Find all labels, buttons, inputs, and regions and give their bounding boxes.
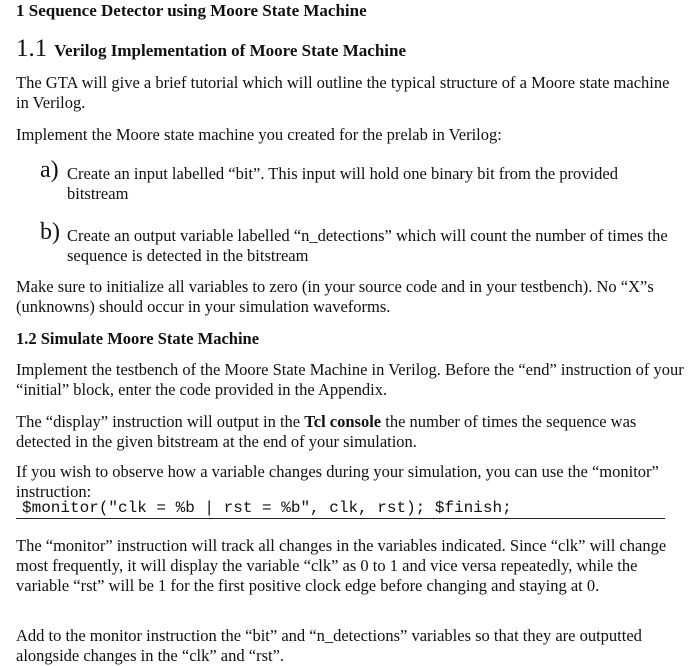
section-number: 1 <box>16 1 25 20</box>
section-title: Sequence Detector using Moore State Machine <box>28 1 367 20</box>
initialize-paragraph: Make sure to initialize all variables to zero (in your source code and in your testbench). No “X”s (unknowns) should occur in your simulation waveforms. <box>16 277 654 316</box>
implement-paragraph: Implement the Moore state machine you created for the prelab in Verilog: <box>16 125 502 144</box>
tcl-console-term: Tcl console <box>304 412 382 431</box>
list-item-a-text: Create an input labelled “bit”. This input will hold one binary bit from the provided bitstream <box>67 164 618 203</box>
display-paragraph-before: The “display” instruction will output in the <box>16 412 305 431</box>
list-item-b-text: Create an output variable labelled “n_detections” which will count the number of times the sequence is detected in the bitstream <box>67 226 668 265</box>
display-paragraph <box>16 412 684 452</box>
intro-paragraph: The GTA will give a brief tutorial which will outline the typical structure of a Moore state machine in Verilog. <box>16 73 670 112</box>
subsection-heading <box>16 35 406 63</box>
list-item-a-marker: a) <box>40 157 59 183</box>
subsection2-heading: 1.2 Simulate Moore State Machine <box>16 329 260 348</box>
observe-paragraph: If you wish to observe how a variable changes during your simulation, you can use the “monitor” instruction: <box>16 462 659 501</box>
subsection-number: 1.1 <box>16 35 48 62</box>
monitor-paragraph: The “monitor” instruction will track all changes in the variables indicated. Since “clk” will change most frequently, it will display the variable “clk” as 0 to 1 and vice versa repeatedly, while the variable “rst” will be 1 for the first positive clock edge before changing and staying at 0. <box>16 536 667 595</box>
list-item-b-marker: b) <box>40 219 60 245</box>
add-paragraph: Add to the monitor instruction the “bit” and “n_detections” variables so that they are outputted alongside changes in the “clk” and “rst”. <box>16 626 642 665</box>
section-heading <box>16 1 367 21</box>
code-underline-rule <box>16 518 665 519</box>
testbench-paragraph: Implement the testbench of the Moore State Machine in Verilog. Before the “end” instruction of your “initial” block, enter the code provided in the Appendix. <box>16 360 684 399</box>
subsection-title: Verilog Implementation of Moore State Machine <box>54 41 406 60</box>
display-paragraph-after: the number of times the sequence was detected in the given bitstream at the end of your simulation. <box>16 412 637 451</box>
monitor-code-line: $monitor("clk = %b | rst = %b", clk, rst); $finish; <box>22 499 512 517</box>
